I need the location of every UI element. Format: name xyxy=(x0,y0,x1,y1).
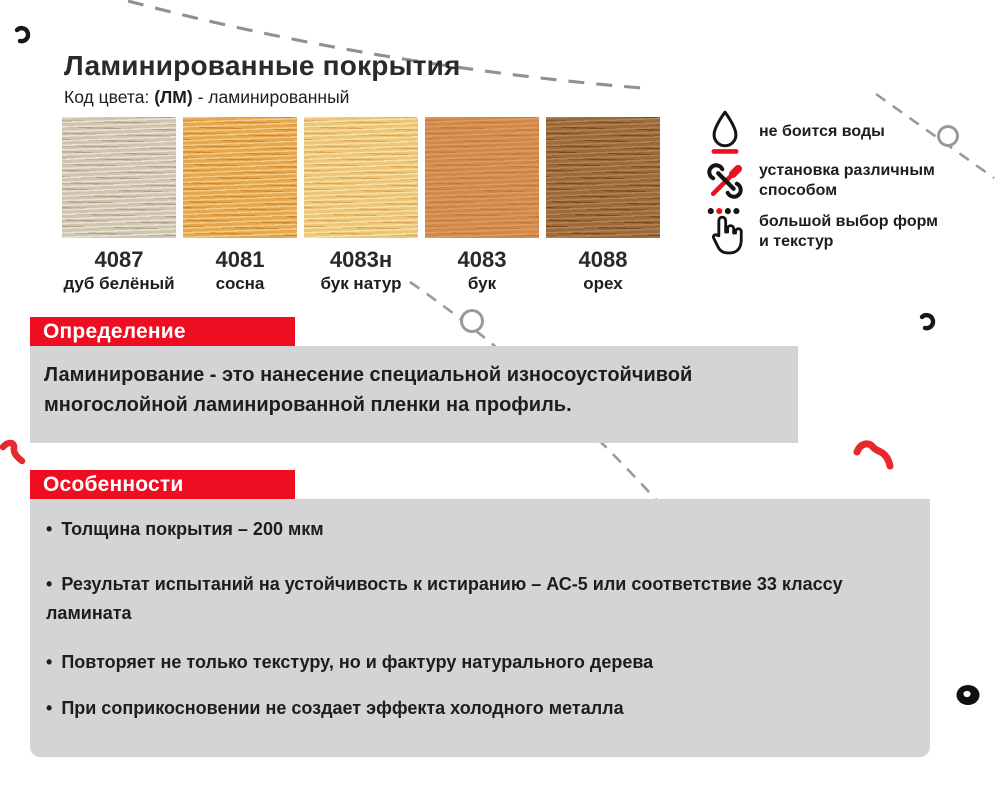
wood-swatch xyxy=(183,117,297,238)
feature-row-variety xyxy=(704,207,956,257)
squiggle-right xyxy=(857,444,890,466)
bullet-marker xyxy=(46,519,61,539)
feature-row-water xyxy=(704,108,956,155)
swatch-name: сосна xyxy=(215,274,265,293)
crossed-tools-icon xyxy=(704,161,746,201)
swatch-row xyxy=(62,117,660,294)
subtitle-code: (ЛМ) xyxy=(154,87,193,107)
swatch-name: бук натур xyxy=(320,274,402,293)
bullet-marker xyxy=(46,574,61,594)
swatch-name: бук xyxy=(467,274,497,293)
bullet-item: • Результат испытаний на устойчивость к истиранию – АС-5 или соответствие 33 классу ламината xyxy=(46,570,914,628)
bullet-marker xyxy=(46,652,61,672)
definition-panel xyxy=(30,346,798,443)
features-heading-banner xyxy=(30,470,295,499)
swatch-code: 4087 xyxy=(94,247,144,272)
circle-marker-middle xyxy=(462,311,483,332)
wood-swatch xyxy=(425,117,539,238)
feature-row-installation xyxy=(704,161,956,201)
wood-swatch xyxy=(304,117,418,238)
features-heading: Особенности xyxy=(43,472,184,496)
swatch-code: 4083 xyxy=(457,247,507,272)
swatch-card xyxy=(183,117,297,294)
definition-heading: Определение xyxy=(43,319,186,343)
swatch-card xyxy=(425,117,539,294)
swatch-code: 4088 xyxy=(578,247,628,272)
wood-swatch xyxy=(62,117,176,238)
swatch-code: 4083н xyxy=(329,247,393,272)
definition-heading-banner xyxy=(30,317,295,346)
swatch-name: орех xyxy=(583,274,623,293)
swatch-card xyxy=(62,117,176,294)
feature-label: большой выбор форм и текстур xyxy=(759,213,938,250)
bullet-marker xyxy=(46,698,61,718)
swatch-name: дуб белёный xyxy=(63,274,175,293)
header xyxy=(64,50,461,108)
feature-label: установка различным способом xyxy=(759,162,935,199)
crescent-mark-right xyxy=(922,315,933,328)
features-panel xyxy=(30,499,930,757)
feature-list xyxy=(704,108,956,257)
swatch-card xyxy=(304,117,418,294)
crescent-mark-topleft xyxy=(17,28,28,41)
water-drop-icon xyxy=(704,108,746,155)
definition-text: Ламинирование - это нанесение специальной износоустойчивой многослойной ламинированной пленки на профиль. xyxy=(44,364,693,416)
bullet-item: • При соприкосновении не создает эффекта холодного металла xyxy=(46,694,914,723)
subtitle-prefix: Код цвета: xyxy=(64,87,150,107)
color-code-subtitle xyxy=(64,87,461,108)
donut-mark xyxy=(957,685,980,705)
bullet-item: • Толщина покрытия – 200 мкм xyxy=(46,515,914,544)
subtitle-suffix: - ламинированный xyxy=(197,87,350,107)
hand-tap-icon xyxy=(704,207,746,257)
bullet-item: • Повторяет не только текстуру, но и фактуру натурального дерева xyxy=(46,648,914,677)
squiggle-left xyxy=(3,443,22,461)
swatch-code: 4081 xyxy=(215,247,265,272)
page-title: Ламинированные покрытия xyxy=(64,50,461,81)
swatch-card xyxy=(546,117,660,294)
wood-swatch xyxy=(546,117,660,238)
feature-label: не боится воды xyxy=(759,122,885,140)
